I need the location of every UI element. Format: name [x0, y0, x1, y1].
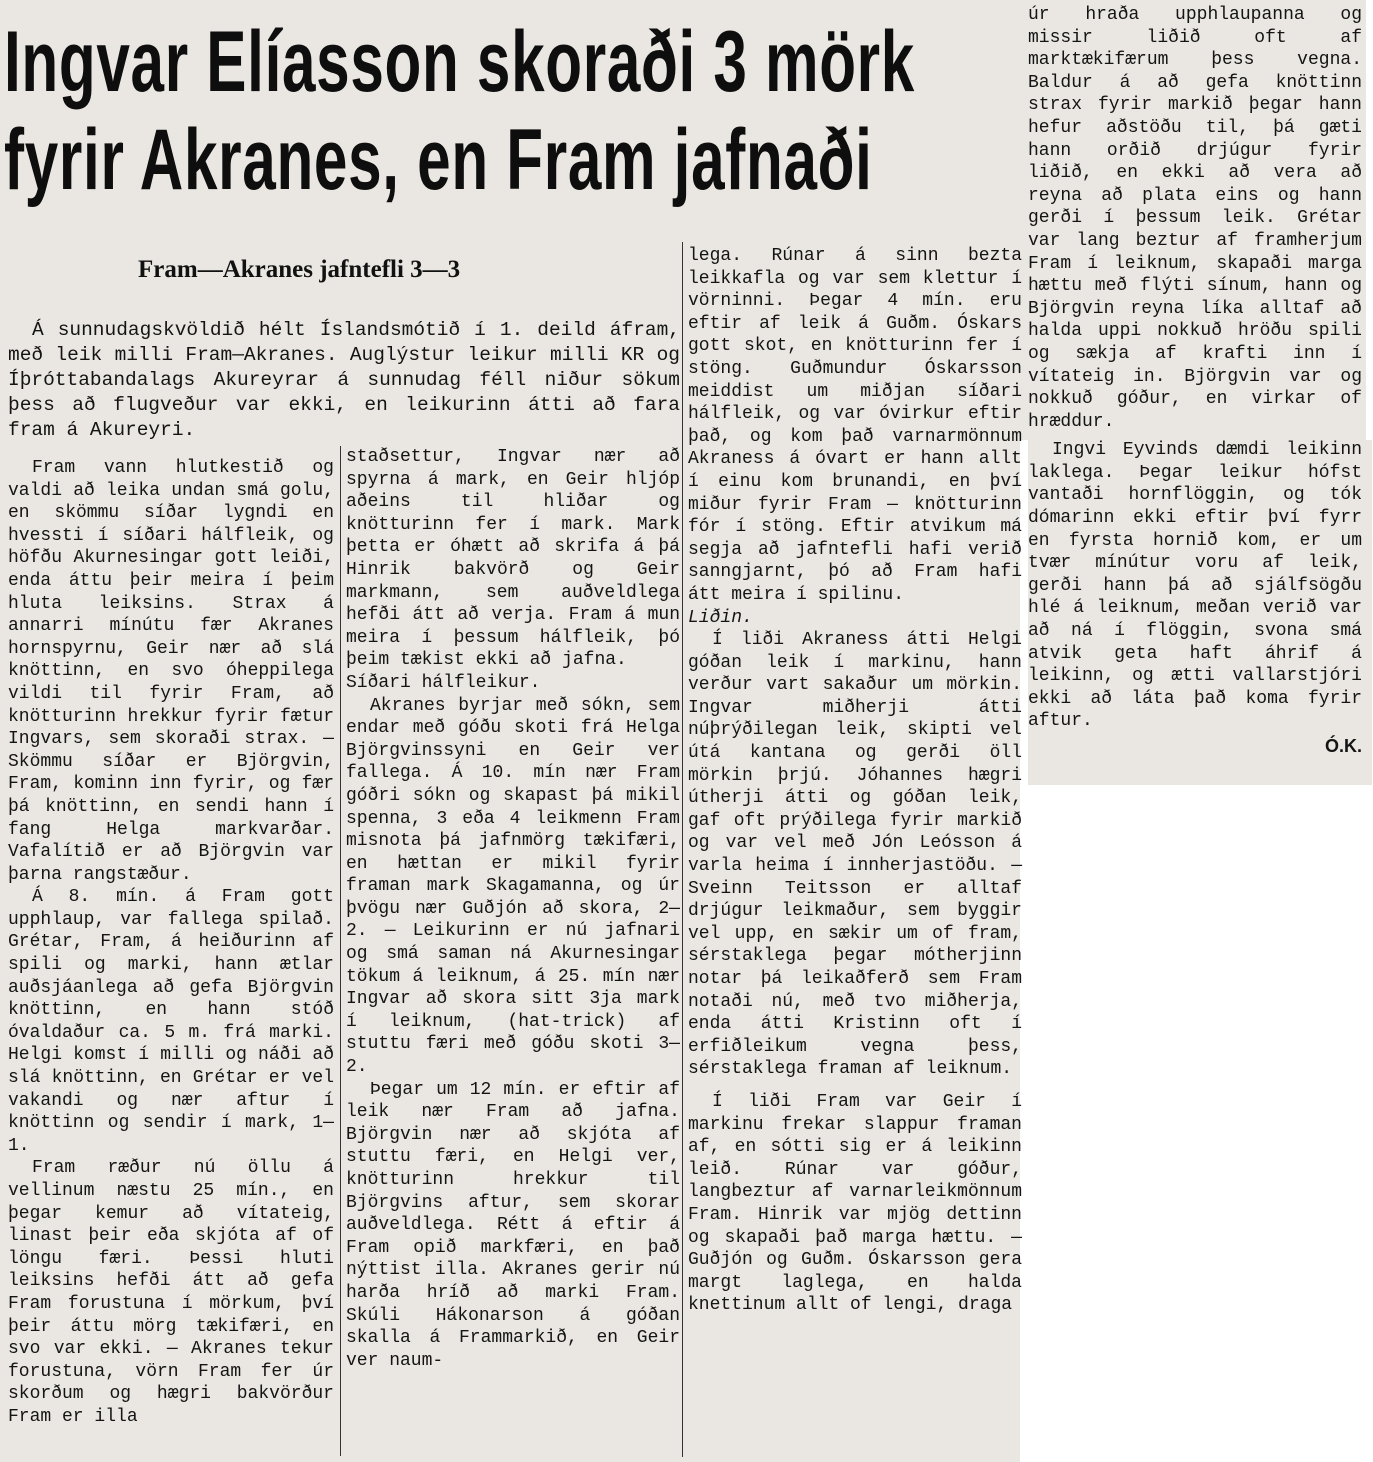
intro-text: Á sunnudagskvöldið hélt Íslandsmótið í 1. deild áfram, með leik milli Fram—Akranes. Auglýstur leikur milli KR og Íþróttabandalags Akureyrar á sunnudag féll niður sökum þess að flugveður var ekki, en leikurinn átti að fara fram á Akureyri.	[8, 319, 680, 441]
col1-paragraph: Fram vann hlutkestið og valdi að leika undan smá golu, en skömmu síðar lygndi en hvessti í síðari hálfleik, og höfðu Akurnesingar gott leiði, enda áttu þeir meira í þeim hluta leiksins. Strax á annarri mínútu fær Akranes hornspyrnu, Geir nær að slá knöttinn, en svo óheppilega vildi til fyrir Fram, að knötturinn hrekkur fyrir fætur Ingvars, sem skoraði strax. — Skömmu síðar er Björgvin, Fram, kominn inn fyrir, og fær þá knöttinn, en sendi hann í fang Helga markvarðar. Vafalítið er að Björgvin var þarna rangstæður.	[8, 458, 334, 885]
author-signature: Ó.K.	[1324, 736, 1362, 756]
col2-paragraph: Akranes byrjar með sókn, sem endar með góðu skoti frá Helga Björgvinssyni en Geir ver fallega. Á 10. mín nær Fram góðri sókn og skapast þá mikil spenna, 3 eða 4 leikmenn Fram misnota þá jafnmörg tækifæri, en hættan er mikil fyrir framan mark Skagamanna, og úr þvögu nær Guðjón að skora, 2—2. — Leikurinn er nú jafnari og smá saman ná Akurnesingar tökum á leiknum, á 25. mín nær Ingvar að skora sitt 3ja mark í leiknum, (hat-trick) af stuttu færi með góðu skoti 3—2.	[346, 695, 680, 1078]
col2-paragraph: Þegar um 12 mín. er eftir af leik nær Fram að jafna. Björgvin nær að skjóta af stuttu færi, en Helgi ver, knötturinn hrekkur til Björgvins aftur, sem skorar auðveldlega. Rétt á eftir á Fram opið markfæri, en það nýttist illa. Akranes gerir nú harða hríð að marki Fram. Skúli Hákonarson á góðan skalla á Frammarkið, en Geir ver naum-	[346, 1079, 680, 1371]
col4-paragraph: Ingvi Eyvinds dæmdi leikinn laklega. Þegar leikur hófst vantaði hornflöggin, og tók dómarinn ekki eftir því fyrr en fyrsta hornið kom, er um tvær mínútur voru af leik, gerði hann þá að sjálfsögðu hlé á leiknum, meðan verið var að ná í flöggin, svona smá atvik geta haft áhrif á leikinn, og ætti vallarstjóri ekki að láta það koma fyrir aftur.	[1028, 440, 1362, 732]
column-1	[8, 457, 334, 1429]
col1-paragraph: Fram ræður nú öllu á vellinum næstu 25 mín., en þegar kemur að vítateig, linast þeir eða skjóta af of löngu færi. Þessi hluti leiksins hefði átt að gefa Fram forustuna í mörkum, því þeir áttu mörg tækifæri, en svo var ekki. — Akranes tekur forustuna, vörn Fram fer úr skorðum og hægri bakvörður Fram er illa	[8, 1158, 334, 1427]
headline-line-1: Ingvar Elíasson skoraði 3 mörk	[4, 14, 915, 110]
intro-paragraph	[8, 318, 680, 443]
column-divider	[682, 242, 683, 1457]
section-heading-second-half: Síðari hálfleikur.	[346, 672, 541, 693]
column-3	[688, 245, 1022, 1317]
col3-paragraph: Í liði Akraness átti Helgi góðan leik í markinu, hann verður vart sakaður um mörkin. Ingvar miðherji átti núþrýðilegan leik, skipti vel útá kantana og gerði öll mörkin þrjú. Jóhannes hægri útherji átti og góðan leik, gaf oft prýðilega fyrir markið og var vel með Jón Leósson á varla heima í innherjastöðu. — Sveinn Teitsson er alltaf drjúgur leikmaður, sem byggir vel upp, en sækir um of fram, sérstaklega þegar mótherjinn notar þá leikaðferð sem Fram notaði nú, með tvo miðherja, enda átti Kristinn oft í erfiðleikum vegna þess, sérstaklega framan af leiknum.	[688, 630, 1022, 1080]
col1-paragraph: Á 8. mín. á Fram gott upphlaup, var fallega spilað. Grétar, Fram, á heiðurinn af spili og marki, hann ætlar auðsjáanlega að gefa Björgvin knöttinn, en hann stóð óvaldaður ca. 5 m. frá marki. Helgi komst í milli og náði að slá knöttinn, en Grétar er vel vakandi og nær aftur í knöttinn og sendir í mark, 1—1.	[8, 887, 334, 1156]
column-2	[346, 446, 680, 1372]
column-divider	[340, 446, 341, 1456]
col4-paragraph: úr hraða upphlaupanna og missir liðið oft af marktækifærum þess vegna. Baldur á að gefa knöttinn strax fyrir markið þegar hann hefur aðstöðu til, þá gæti hann orðið drjúgur fyrir liðið, en ekki að vera að reyna að plata eins og hann gerði í þessum leik. Grétar var lang beztur af framherjum Fram í leiknum, skapaði marga hættu með flýti sínum, hann og Björgvin reyna líka alltaf að halda uppi nokkuð hröðu spili og sækja af krafti inn í vítateig in. Björgvin var og nokkuð góður, en virkar of hræddur.	[1028, 5, 1362, 432]
subheading: Fram—Akranes jafntefli 3—3	[138, 256, 461, 283]
headline-line-2: fyrir Akranes, en Fram jafnaði	[4, 112, 873, 208]
col3-paragraph: lega. Rúnar á sinn bezta leikkafla og var sem klettur í vörninni. Þegar 4 mín. eru eftir af leik á Guðm. Óskars gott skot, en knötturinn fer í stöng. Guðmundur Óskarsson meiddist um miðjan síðari hálfleik, og var óvirkur eftir það, og kom það varnarmönnum Akraness á óvart er hann allt í einu kom brunandi, en því miður fyrir Fram — knötturinn fór í stöng. Eftir atvikum má segja að jafntefli hafi verið sanngjarnt, þó að Fram hafi átt meira í spilinu.	[688, 246, 1022, 605]
col2-paragraph: staðsettur, Ingvar nær að spyrna á mark, en Geir hljóp aðeins til hliðar og knötturinn fer í mark. Mark þetta er óhætt að skrifa á þá Hinrik bakvörð og Geir markmann, sem auðveldlega hefði átt að verja. Fram á mun meira í þessum hálfleik, þó þeim tækist ekki að jafna.	[346, 447, 680, 671]
section-heading-teams: Liðin.	[688, 607, 753, 628]
col3-paragraph: Í liði Fram var Geir í markinu frekar slappur framan af, en sótti sig er á leikinn leið. Rúnar var góður, langbeztur af varnarleikmönnum Fram. Hinrik var mjög dettinn og skapaði það marga hættu. — Guðjón og Guðm. Óskarsson gera margt laglega, en halda knettinum allt of lengi, draga	[688, 1091, 1022, 1316]
column-4	[1028, 4, 1362, 758]
